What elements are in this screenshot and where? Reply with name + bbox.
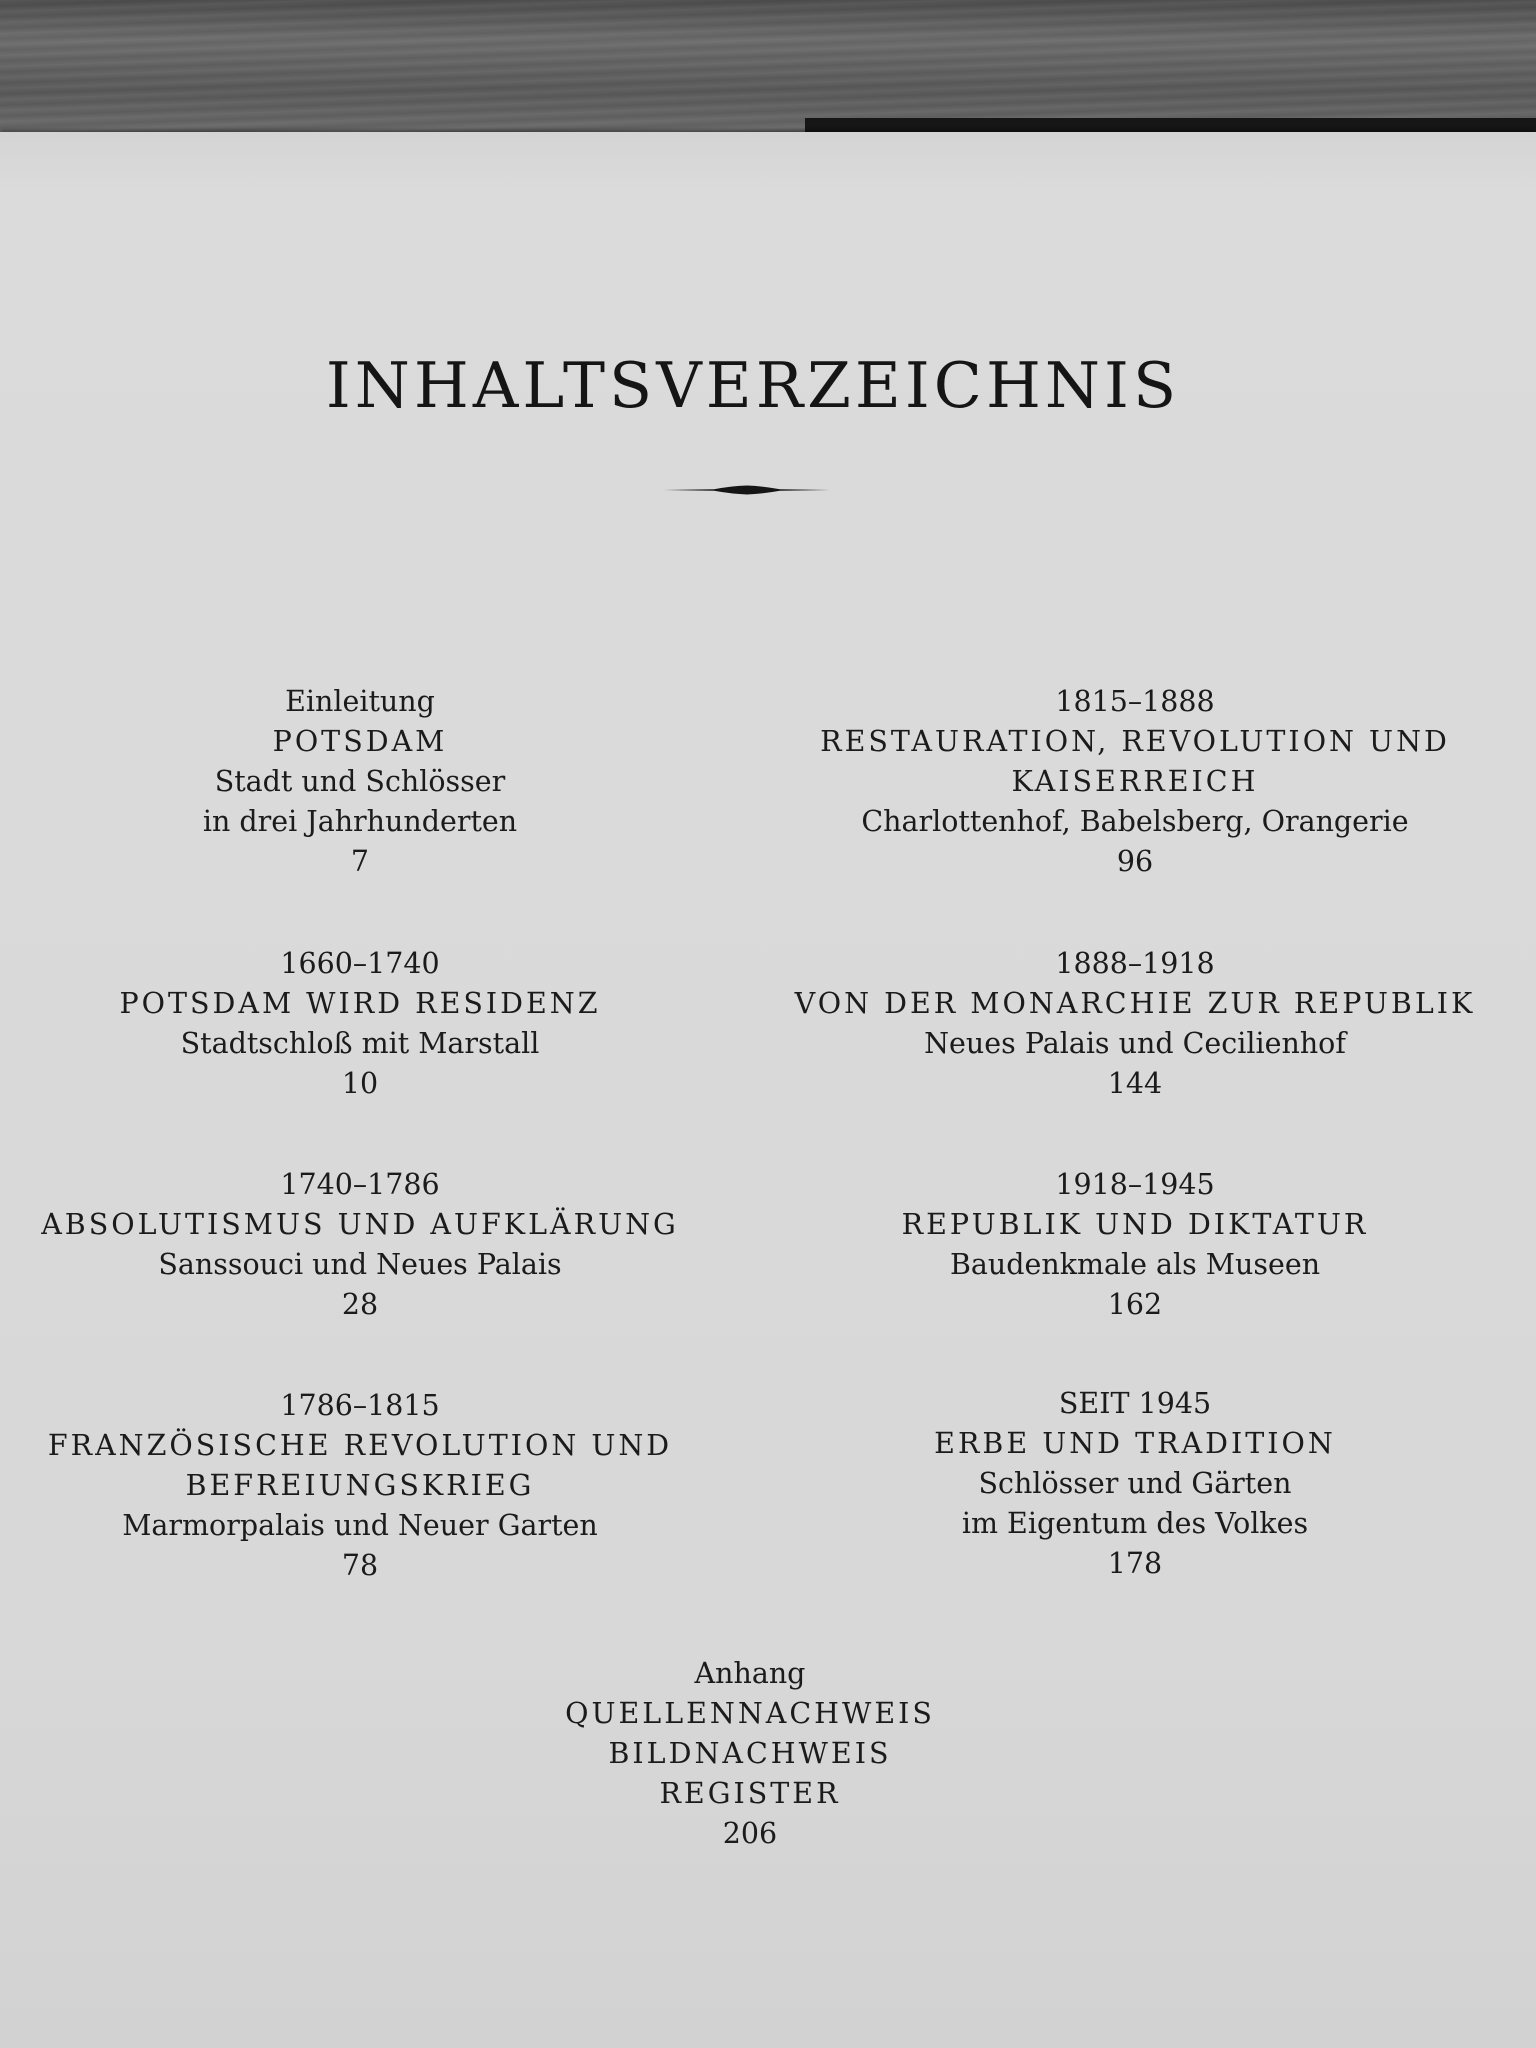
entry-label: 1918–1945 — [1055, 1168, 1215, 1201]
entry-subtitle: Stadtschloß mit Marstall — [180, 1027, 540, 1060]
entry-page-number: 78 — [341, 1549, 379, 1582]
entry-heading: REPUBLIK UND DIKTATUR — [901, 1208, 1369, 1241]
entry-label: SEIT 1945 — [1058, 1387, 1212, 1420]
entry-heading: BILDNACHWEIS — [608, 1737, 892, 1770]
toc-entry-1660-1740[interactable] — [20, 944, 700, 1104]
entry-heading: BEFREIUNGSKRIEG — [185, 1469, 535, 1502]
toc-entry-seit-1945[interactable] — [790, 1384, 1480, 1584]
entry-page-number: 10 — [341, 1067, 379, 1100]
entry-heading: REGISTER — [659, 1777, 841, 1810]
entry-label: Anhang — [694, 1657, 806, 1690]
entry-heading: RESTAURATION, REVOLUTION UND — [820, 725, 1450, 758]
entry-heading: ABSOLUTISMUS UND AUFKLÄRUNG — [41, 1208, 679, 1241]
toc-entry-1815-1888[interactable] — [790, 682, 1480, 882]
entry-label: 1660–1740 — [280, 947, 440, 980]
entry-page-number: 178 — [1107, 1547, 1163, 1580]
entry-page-number: 206 — [722, 1817, 778, 1850]
entry-subtitle: Schlösser und Gärten — [978, 1467, 1292, 1500]
entry-subtitle: Neues Palais und Cecilienhof — [924, 1027, 1346, 1060]
title-divider-ornament — [664, 480, 830, 500]
entry-heading: KAISERREICH — [1011, 765, 1259, 798]
entry-subtitle: in drei Jahrhunderten — [202, 805, 518, 838]
entry-heading: POTSDAM WIRD RESIDENZ — [119, 987, 601, 1020]
page-title: INHALTSVERZEICHNIS — [325, 349, 1181, 422]
entry-label: 1815–1888 — [1055, 685, 1215, 718]
entry-page-number: 96 — [1116, 845, 1154, 878]
entry-label: 1740–1786 — [280, 1168, 440, 1201]
toc-entry-einleitung[interactable] — [20, 682, 700, 882]
entry-page-number: 7 — [350, 845, 370, 878]
entry-label: Einleitung — [285, 685, 435, 718]
entry-heading: VON DER MONARCHIE ZUR REPUBLIK — [794, 987, 1476, 1020]
toc-entry-1740-1786[interactable] — [20, 1165, 700, 1325]
toc-entry-1918-1945[interactable] — [790, 1165, 1480, 1325]
entry-heading: POTSDAM — [272, 725, 448, 758]
entry-page-number: 144 — [1107, 1067, 1163, 1100]
entry-subtitle: Stadt und Schlösser — [214, 765, 506, 798]
entry-heading: FRANZÖSISCHE REVOLUTION UND — [47, 1429, 673, 1462]
entry-subtitle: im Eigentum des Volkes — [961, 1507, 1309, 1540]
entry-heading: ERBE UND TRADITION — [934, 1427, 1336, 1460]
entry-subtitle: Marmorpalais und Neuer Garten — [122, 1509, 598, 1542]
toc-entry-1786-1815[interactable] — [20, 1386, 700, 1586]
book-page — [0, 132, 1536, 2048]
entry-subtitle: Baudenkmale als Museen — [949, 1248, 1321, 1281]
toc-entry-1888-1918[interactable] — [790, 944, 1480, 1104]
toc-entry-anhang[interactable] — [400, 1654, 1100, 1854]
entry-label: 1888–1918 — [1055, 947, 1215, 980]
entry-subtitle: Charlottenhof, Babelsberg, Orangerie — [861, 805, 1409, 838]
entry-subtitle: Sanssouci und Neues Palais — [158, 1248, 562, 1281]
entry-page-number: 28 — [341, 1288, 379, 1321]
entry-label: 1786–1815 — [280, 1389, 440, 1422]
entry-page-number: 162 — [1107, 1288, 1163, 1321]
entry-heading: QUELLENNACHWEIS — [565, 1697, 935, 1730]
wooden-table-surface — [0, 0, 1536, 135]
